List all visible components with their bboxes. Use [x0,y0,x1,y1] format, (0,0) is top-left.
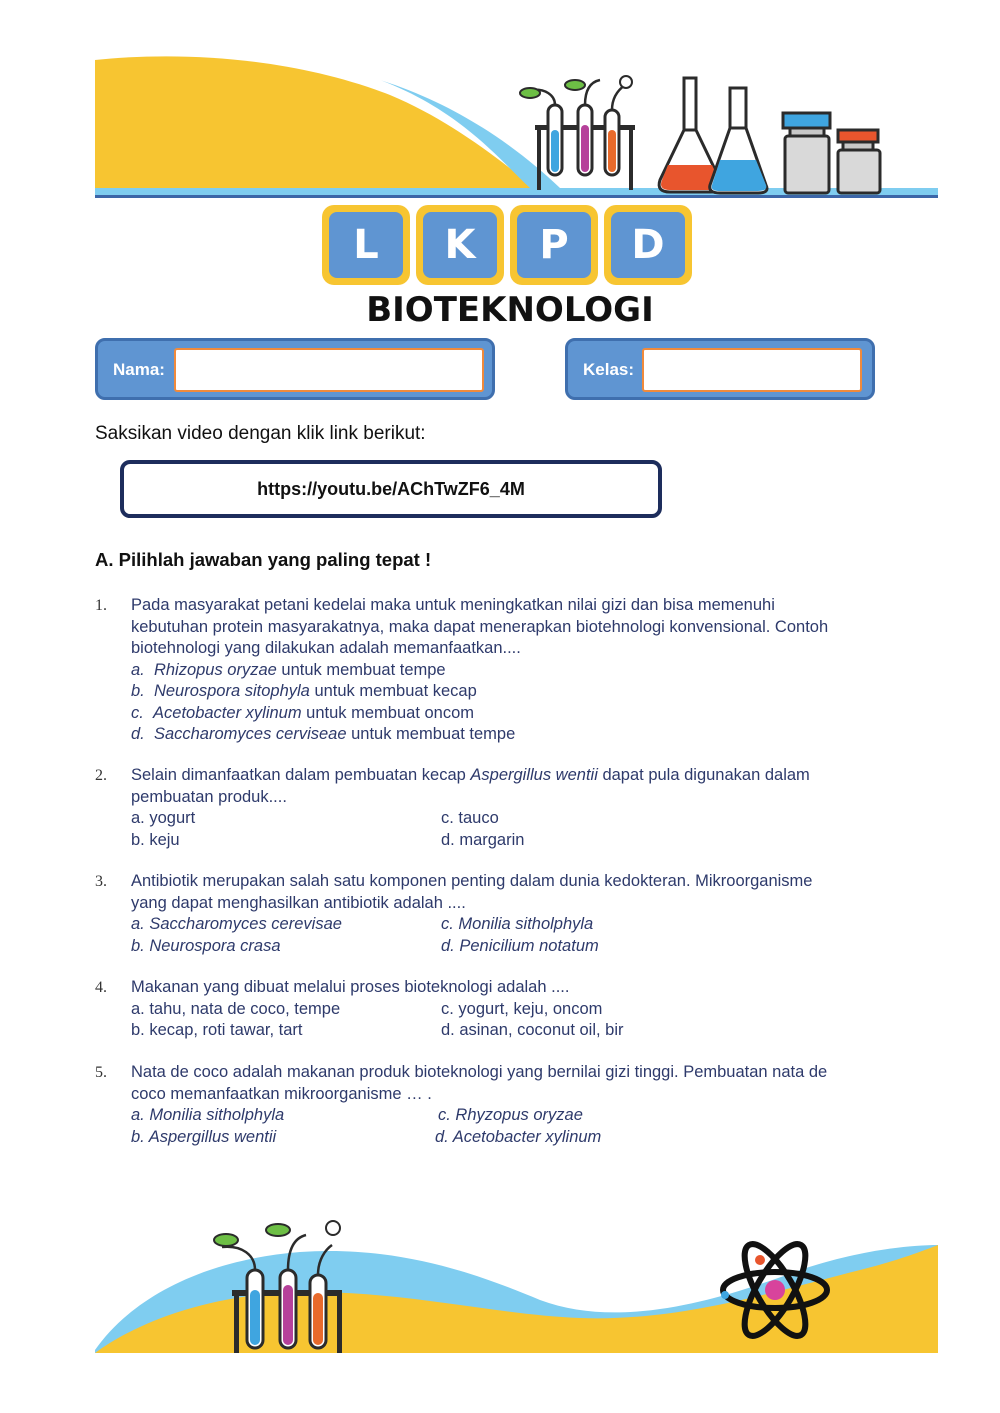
option-d[interactable]: d. margarin [441,830,525,849]
question-text-line: Nata de coco adalah makanan produk bioteknologi yang bernilai gizi tinggi. Pembuatan nata de [131,1063,828,1081]
option-row [131,999,925,1021]
question-number: 3. [95,873,107,890]
option-d[interactable] [131,724,925,746]
tile-d [604,205,692,285]
class-input[interactable] [642,348,862,392]
tile-l [322,205,410,285]
option-a[interactable]: a. Saccharomyces cerevisae [131,915,342,933]
footer-illustration [0,1190,1000,1413]
class-panel [565,338,875,400]
question-number: 1. [95,597,107,614]
tile-k [416,205,504,285]
option-b[interactable]: b. Neurospora crasa [131,936,281,955]
question-text: dapat pula digunakan dalam [597,766,810,784]
name-panel [95,338,495,400]
option-c[interactable]: c. Monilia sitholphyla [441,915,594,933]
option-text: untuk membuat tempe [276,660,446,679]
option-row [131,1020,925,1042]
option-b[interactable]: b. kecap, roti tawar, tart [131,1021,303,1039]
option-letter: a. [131,660,145,679]
option-a[interactable]: a. yogurt [131,809,196,827]
video-instruction: Saksikan video dengan klik link berikut: [95,423,426,444]
option-d[interactable]: d. asinan, coconut oil, bir [441,1021,624,1039]
question-text-line: Antibiotik merupakan salah satu komponen penting dalam dunia kedokteran. Mikroorganisme [131,872,813,890]
option-a[interactable]: a. tahu, nata de coco, tempe [131,999,341,1018]
option-row [131,1105,925,1127]
option-d[interactable]: d. Acetobacter xylinum [435,1127,602,1146]
question-text-line: yang dapat menghasilkan antibiotik adalah .... [131,893,466,912]
tile-p [510,205,598,285]
question-1 [95,595,925,746]
name-label: Nama: [113,360,165,379]
option-species: Saccharomyces cerviseae [153,725,347,743]
tile-letter: D [611,212,685,278]
question-number: 4. [95,979,107,996]
tile-letter: L [329,212,403,278]
option-text: untuk membuat oncom [301,703,475,722]
question-text-line: kebutuhan protein masyarakatnya, maka dapat menerapkan biotehnologi konvensional. Contoh [131,617,829,636]
document-title: BIOTEKNOLOGI [366,290,654,330]
option-row [131,914,925,936]
question-3 [95,871,925,957]
option-a[interactable] [131,660,925,682]
question-text: Selain dimanfaatkan dalam pembuatan kecap [131,766,471,784]
question-text-line: Makanan yang dibuat melalui proses bioteknologi adalah .... [131,978,570,996]
option-letter: d. [131,725,145,743]
question-5 [95,1062,925,1148]
option-species: Rhizopus oryzae [153,660,277,679]
option-letter: b. [131,682,145,700]
option-row [131,808,925,830]
question-2 [95,765,925,851]
video-link[interactable]: https://youtu.be/AChTwZF6_4M [120,460,662,518]
option-species: Acetobacter xylinum [153,703,302,722]
tile-letter: P [517,212,591,278]
option-row [131,1127,925,1149]
question-text-line: coco memanfaatkan mikroorganisme … . [131,1084,432,1103]
option-letter: c. [131,703,144,722]
question-text-line: Pada masyarakat petani kedelai maka untuk meningkatkan nilai gizi dan bisa memenuhi [131,596,775,614]
option-row [131,830,925,852]
question-text-line: biotehnologi yang dilakukan adalah memanfaatkan.... [131,639,521,657]
option-d[interactable]: d. Penicilium notatum [441,936,599,955]
option-text: untuk membuat kecap [309,682,477,700]
option-species: Neurospora sitophyla [153,682,310,700]
question-text-line: pembuatan produk.... [131,787,287,806]
question-number: 2. [95,767,107,784]
option-c[interactable]: c. Rhyzopus oryzae [438,1106,583,1124]
round-flask-icon [659,78,721,192]
option-row [131,936,925,958]
reagent-bottles-icon [783,113,880,193]
option-text: untuk membuat tempe [346,725,516,743]
option-c[interactable]: c. tauco [441,809,499,827]
question-species: Aspergillus wentii [470,766,598,784]
option-a[interactable]: a. Monilia sitholphyla [131,1106,285,1124]
option-c[interactable] [131,703,925,725]
tile-letter: K [423,212,497,278]
question-number: 5. [95,1064,107,1081]
erlenmeyer-flask-icon [710,88,767,193]
test-tube-rack-icon [520,76,635,190]
option-b[interactable]: b. keju [131,830,180,849]
header-illustration [0,0,1000,210]
question-text-line [131,765,925,787]
name-input[interactable] [174,348,484,392]
option-c[interactable]: c. yogurt, keju, oncom [441,999,603,1018]
question-4 [95,977,925,1042]
class-label: Kelas: [583,360,635,379]
option-b[interactable] [131,681,925,703]
section-title: A. Pilihlah jawaban yang paling tepat ! [95,549,432,570]
option-b[interactable]: b. Aspergillus wentii [131,1127,277,1146]
